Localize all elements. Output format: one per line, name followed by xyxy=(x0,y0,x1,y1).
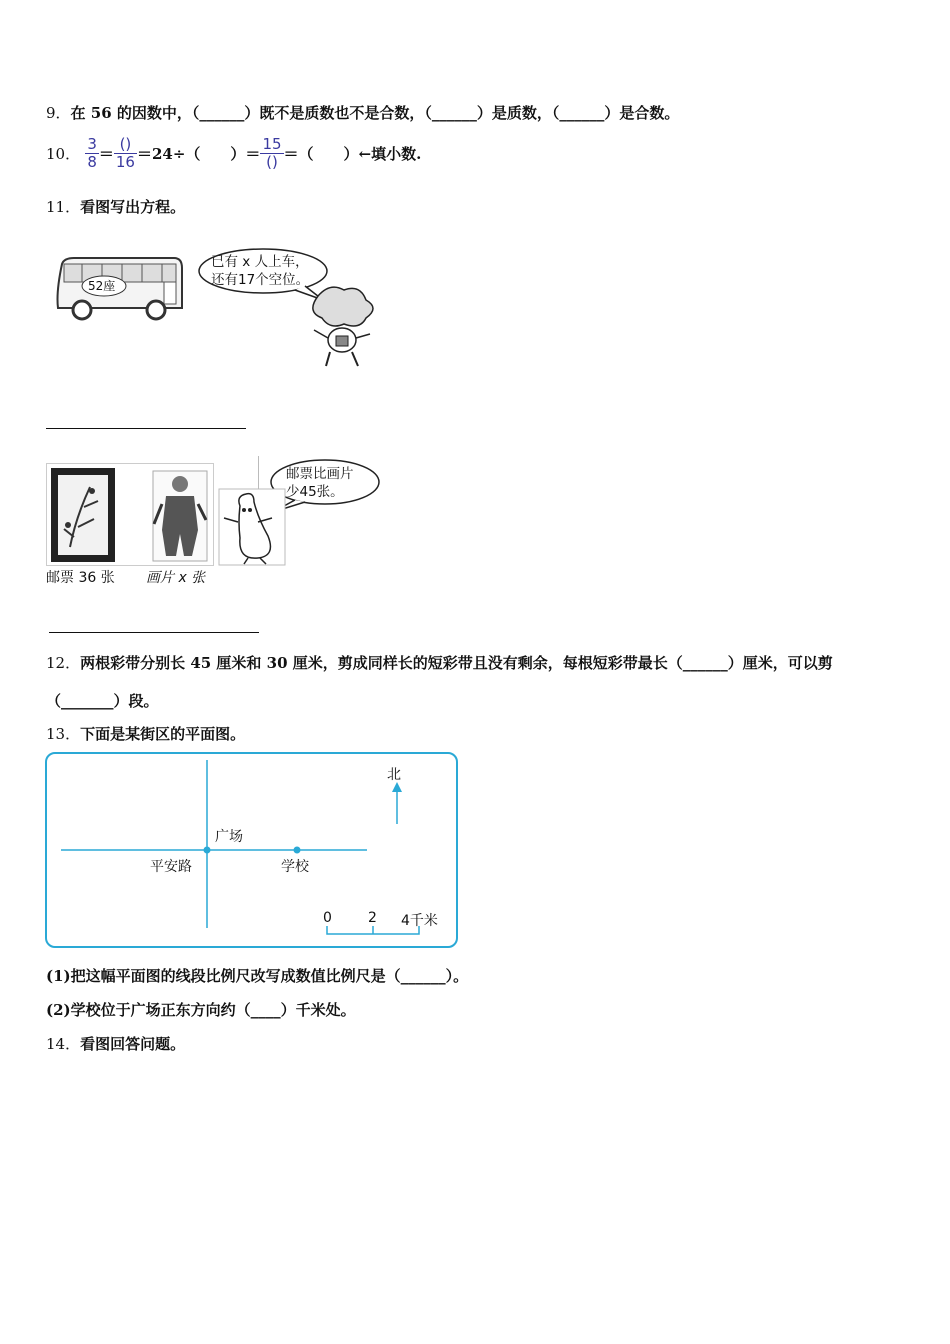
bus-seat-label: 52座 xyxy=(88,279,116,293)
question-number: 12． xyxy=(46,654,81,672)
question-text: 两根彩带分别长 45 厘米和 30 厘米，剪成同样长的短彩带且没有剩余，每根短彩带最长（______）厘米，可以剪 xyxy=(80,654,833,672)
question-number: 9． xyxy=(46,104,71,122)
question-13 xyxy=(46,723,245,744)
road-label: 平安路 xyxy=(150,859,192,875)
bus-illustration xyxy=(52,252,187,324)
answer-line-2[interactable] xyxy=(49,632,259,633)
division-expression: ＝24÷（ ）＝ xyxy=(136,145,261,163)
eggplant-character-illustration xyxy=(218,488,286,566)
school-marker xyxy=(294,847,301,854)
square-marker xyxy=(204,847,211,854)
question-text: 看图回答问题。 xyxy=(80,1035,186,1053)
stamp-caption: 邮票 36 张 xyxy=(46,570,115,586)
north-label: 北 xyxy=(387,767,401,783)
question-9 xyxy=(46,102,679,123)
cabbage-character-illustration xyxy=(300,282,382,370)
school-label: 学校 xyxy=(281,859,309,875)
scale-label-4km: 4千米 xyxy=(401,913,438,929)
square-label: 广场 xyxy=(215,829,243,845)
question-12-line-1 xyxy=(46,652,833,673)
question-text: 下面是某街区的平面图。 xyxy=(80,725,246,743)
question-number: 13． xyxy=(46,725,81,743)
question-text: 在 56 的因数中，（______）既不是质数也不是合数，（______）是质数，（______）是合数。 xyxy=(70,104,680,122)
picture-caption: 画片 x 张 xyxy=(146,570,206,586)
question-14 xyxy=(46,1033,185,1054)
question-number: 10． xyxy=(46,145,81,163)
question-11 xyxy=(46,196,185,217)
stamp-illustration xyxy=(50,467,116,563)
question-number: 11． xyxy=(46,198,81,216)
answer-line-1[interactable] xyxy=(46,428,246,429)
fraction-blank-16: $\frac{()}{16}$ xyxy=(115,135,135,171)
question-number: 14． xyxy=(46,1035,81,1053)
speech-bubble-2-text: 邮票比画片 少45张。 xyxy=(286,466,354,500)
fraction-3-8: $\frac{3}{8}$ xyxy=(87,135,97,171)
equals-sign: ＝ xyxy=(98,145,114,163)
question-10 xyxy=(46,136,421,171)
decimal-instruction: ＝（ ）←填小数. xyxy=(283,145,422,163)
speech-bubble-1-text: 已有 x 人上车， 还有17个空位。 xyxy=(211,254,310,288)
question-13-part-1: (1)把这幅平面图的线段比例尺改写成数值比例尺是（______）。 xyxy=(46,967,469,985)
question-13-part-2: (2)学校位于广场正东方向约（____）千米处。 xyxy=(46,1001,356,1019)
scale-label-2: 2 xyxy=(368,910,377,926)
scale-label-0: 0 xyxy=(323,910,332,926)
question-text: 看图写出方程。 xyxy=(80,198,186,216)
fraction-15-blank: $\frac{15}{()}$ xyxy=(262,135,282,171)
picture-card-illustration xyxy=(152,470,208,562)
question-12-line-2: （_______）段。 xyxy=(46,692,159,710)
